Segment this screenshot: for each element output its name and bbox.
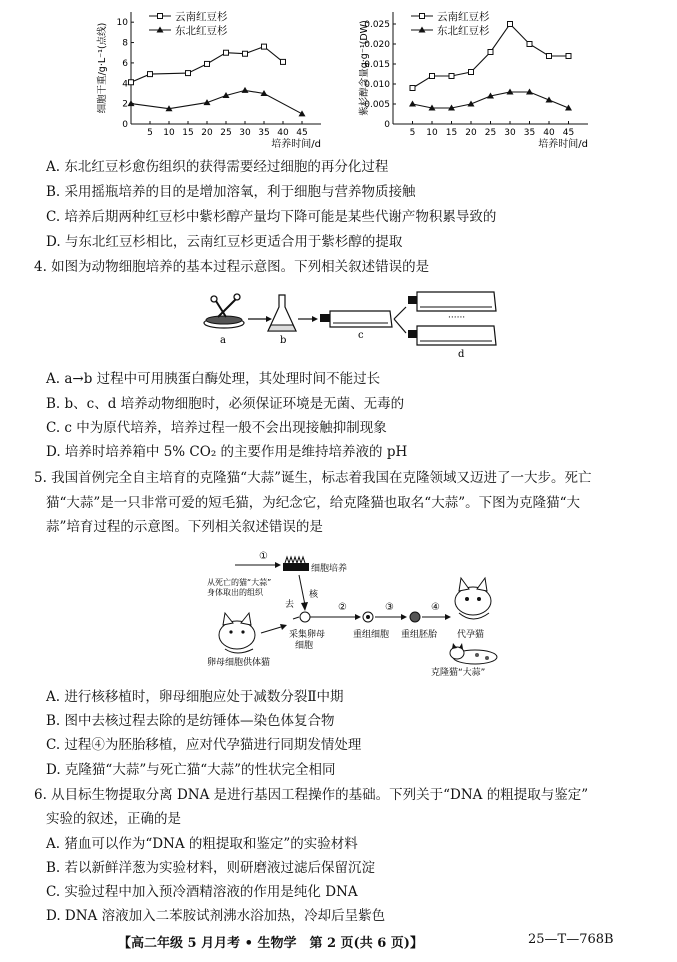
data-point-square	[148, 72, 153, 77]
data-point-square	[129, 80, 134, 85]
data-point-square	[547, 54, 552, 59]
step-4-label: ④	[431, 602, 440, 613]
data-point-triangle	[409, 101, 416, 107]
y-tick-label: 8	[122, 38, 128, 49]
x-tick-label: 35	[258, 128, 270, 138]
legend-label: 云南红豆杉	[437, 11, 490, 23]
step-1-label: ①	[259, 551, 268, 562]
legend-label: 东北红豆杉	[437, 25, 490, 37]
step-3-label: ③	[385, 602, 394, 613]
donor-cat-icon	[219, 613, 255, 653]
q4-option-c: C. c 中为原代培养，培养过程一般不会出现接触抑制现象	[46, 420, 387, 436]
egg-label-2: 细胞	[295, 641, 314, 651]
data-point-square	[488, 50, 493, 55]
x-axis-label: 培养时间/d	[271, 139, 321, 150]
embryo-label: 重组胚胎	[401, 630, 438, 640]
q3-option-b: B. 采用摇瓶培养的目的是增加溶氧，利于细胞与营养物质接触	[46, 184, 416, 200]
line-chart-svg	[345, 2, 595, 154]
legend-label: 东北红豆杉	[175, 25, 228, 37]
footer-code: 25—T—768B	[528, 932, 614, 947]
flask-icon	[268, 295, 296, 331]
x-tick-label: 20	[465, 128, 477, 138]
tissue-label-1: 从死亡的猫“大蒜”	[207, 578, 272, 587]
q4-option-d: D. 培养时培养箱中 5% CO₂ 的主要作用是维持培养液的 pH	[46, 444, 408, 460]
cell-culture-figure	[200, 283, 510, 365]
y-tick-label: 0.015	[364, 60, 390, 70]
q5-stem-line2: 猫“大蒜”是一只非常可爱的短毛猫，为纪念它，给克隆猫也取名“大蒜”。下图为克隆猫“大	[46, 495, 581, 511]
x-axis-label: 培养时间/d	[538, 139, 588, 150]
label-b: b	[280, 335, 287, 346]
y-tick-label: 4	[122, 79, 128, 90]
x-tick-label: 25	[220, 128, 232, 138]
q5-option-c: C. 过程④为胚胎移植，应对代孕猫进行同期发情处理	[46, 737, 362, 753]
x-tick-label: 15	[445, 128, 458, 138]
y-tick-label: 10	[116, 18, 128, 29]
y-tick-label: 0.020	[364, 40, 390, 50]
x-tick-label: 30	[239, 128, 251, 138]
x-tick-label: 30	[504, 128, 516, 138]
data-point-square	[449, 74, 454, 79]
x-tick-label: 20	[201, 128, 213, 138]
x-tick-label: 45	[562, 128, 575, 138]
x-tick-label: 15	[182, 128, 194, 138]
data-point-square	[508, 22, 513, 27]
tissue-label-2: 身体取出的组织	[207, 588, 263, 597]
step-2-label: ②	[338, 602, 347, 613]
q6-stem-line2: 实验的叙述，正确的是	[46, 811, 181, 827]
data-point-square	[430, 74, 435, 79]
y-tick-label: 0.025	[364, 20, 390, 30]
q3-option-d: D. 与东北红豆杉相比，云南红豆杉更适合用于紫杉醇的提取	[46, 234, 403, 250]
line-chart-svg	[95, 2, 325, 154]
surrogate-label: 代孕猫	[457, 630, 485, 640]
svg-text:······: ······	[448, 313, 466, 323]
data-point-square	[410, 86, 415, 91]
data-point-square	[243, 51, 248, 56]
label-a: a	[220, 335, 226, 346]
legend-marker-square	[158, 14, 163, 19]
q5-stem-line1: 5. 我国首例完全自主培育的克隆猫“大蒜”诞生，标志着我国在克隆领域又迈进了一大步。死亡	[34, 470, 592, 486]
y-tick-label: 0	[384, 120, 390, 130]
cloning-diagram	[205, 545, 510, 680]
data-point-square	[186, 71, 191, 76]
subculture-bottles-icon	[408, 292, 496, 345]
label-d: d	[458, 349, 465, 360]
q6-option-a: A. 猪血可以作为“DNA 的粗提取和鉴定”的实验材料	[46, 836, 358, 852]
data-point-square	[527, 42, 532, 47]
q4-stem-text: 4. 如图为动物细胞培养的基本过程示意图。下列相关叙述错误的是	[34, 259, 430, 275]
q5-option-b: B. 图中去核过程去除的是纺锤体—染色体复合物	[46, 713, 335, 729]
y-tick-label: 0	[122, 120, 128, 130]
q3-option-a: A. 东北红豆杉愈伤组织的获得需要经过细胞的再分化过程	[46, 159, 389, 175]
data-point-square	[205, 61, 210, 66]
q4-option-b: B. b、c、d 培养动物细胞时，必须保证环境是无菌、无毒的	[46, 396, 405, 412]
q5-option-a: A. 进行核移植时，卵母细胞应处于减数分裂Ⅱ中期	[46, 689, 344, 705]
x-tick-label: 10	[163, 128, 175, 138]
x-tick-label: 40	[543, 128, 555, 138]
donor-label: 卵母细胞供体猫	[207, 658, 271, 668]
y-axis-label: 紫杉醇含量g·g⁻¹(DW)	[359, 20, 370, 116]
cell-culture-dish-icon	[283, 557, 309, 571]
legend-marker-square	[420, 14, 425, 19]
q6-option-d: D. DNA 溶液加入二苯胺试剂沸水浴加热，冷却后呈紫色	[46, 908, 386, 924]
clone-cat-icon	[450, 643, 497, 664]
egg-label-1: 采集卵母	[289, 630, 326, 640]
q4-stem	[34, 258, 429, 276]
q5-stem-line3: 蒜”培育过程的示意图。下列相关叙述错误的是	[46, 519, 323, 535]
legend-label: 云南红豆杉	[175, 11, 228, 23]
series-line-0	[413, 24, 569, 88]
x-tick-label: 10	[426, 128, 438, 138]
culture-bottle-icon	[320, 311, 392, 327]
x-tick-label: 5	[409, 128, 416, 138]
scissors-dish-icon	[204, 294, 244, 328]
y-tick-label: 0.010	[364, 80, 390, 90]
q4-option-a: A. a→b 过程中可用胰蛋白酶处理，其处理时间不能过长	[46, 371, 381, 387]
data-point-square	[469, 70, 474, 75]
culture-label: 细胞培养	[311, 564, 348, 574]
y-tick-label: 2	[122, 99, 128, 110]
data-point-square	[566, 54, 571, 59]
x-tick-label: 35	[523, 128, 536, 138]
cloning-figure	[205, 545, 510, 680]
chart-taxol-content	[345, 2, 595, 154]
label-c: c	[358, 330, 364, 341]
data-point-square	[224, 50, 229, 55]
q3-option-c: C. 培养后期两种红豆杉中紫杉醇产量均下降可能是某些代谢产物积累导致的	[46, 209, 497, 225]
data-point-square	[281, 59, 286, 64]
data-point-square	[262, 44, 267, 49]
chart-cell-dry-weight	[95, 2, 325, 154]
q6-option-b: B. 若以新鲜洋葱为实验材料，则研磨液过滤后保留沉淀	[46, 860, 376, 876]
recon-label: 重组细胞	[353, 630, 390, 640]
series-line-1	[131, 90, 302, 113]
clone-label: 克隆猫“大蒜”	[431, 668, 486, 678]
x-tick-label: 45	[296, 128, 308, 138]
y-tick-label: 0.005	[364, 100, 390, 110]
y-tick-label: 6	[122, 58, 128, 69]
surrogate-cat-icon	[455, 578, 491, 619]
footer-page-info: 【高二年级 5 月月考 • 生物学 第 2 页(共 6 页)】	[118, 936, 423, 951]
q6-option-c: C. 实验过程中加入预冷酒精溶液的作用是纯化 DNA	[46, 884, 358, 900]
cell-culture-diagram	[200, 283, 510, 365]
nucleus-label: 核	[309, 590, 319, 600]
x-tick-label: 5	[147, 128, 153, 138]
y-axis-label: 细胞干重/g·L⁻¹(点线)	[97, 22, 108, 114]
q6-stem-line1: 6. 从目标生物提取分离 DNA 是进行基因工程操作的基础。下列关于“DNA 的粗提取与鉴定”	[34, 787, 589, 803]
x-tick-label: 40	[277, 128, 289, 138]
data-point-triangle	[299, 110, 306, 116]
data-point-triangle	[242, 87, 249, 93]
x-tick-label: 25	[484, 128, 497, 138]
q5-option-d: D. 克隆猫“大蒜”与死亡猫“大蒜”的性状完全相同	[46, 762, 336, 778]
remove-label: 去	[285, 600, 295, 610]
